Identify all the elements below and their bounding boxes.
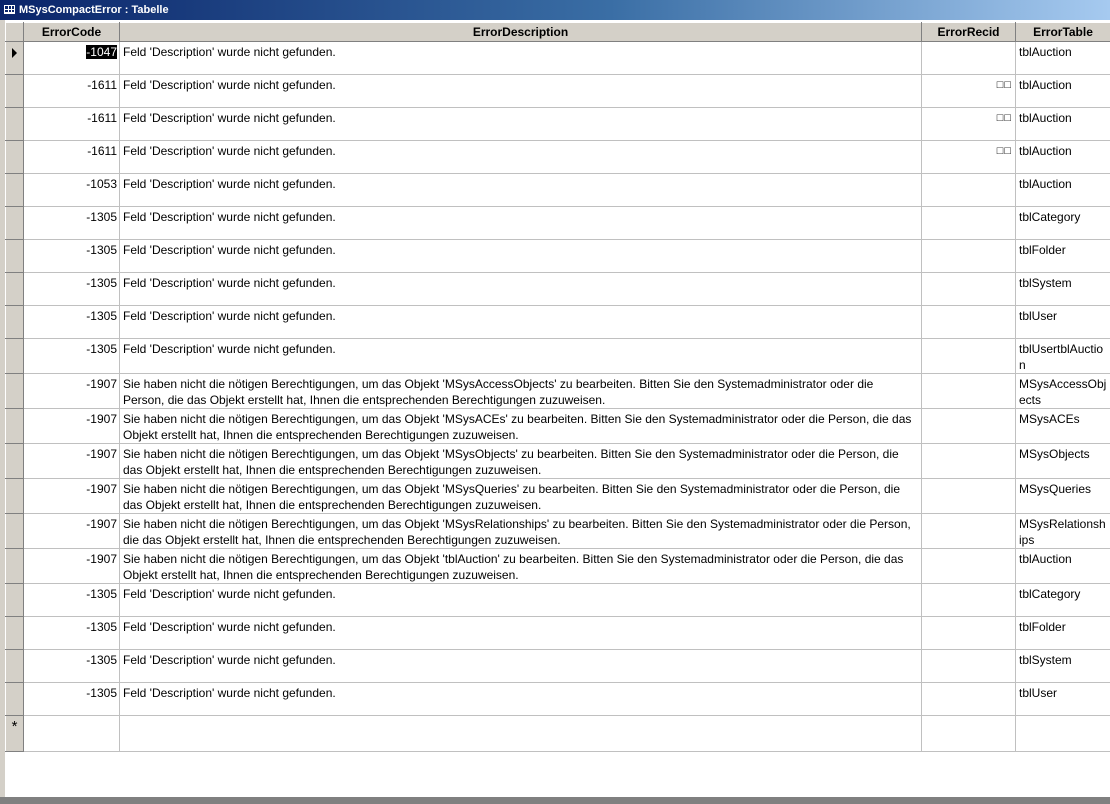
table-row[interactable] [6,549,1110,584]
window-title: MSysCompactError : Tabelle [19,4,169,16]
cell-errordescription[interactable]: Sie haben nicht die nötigen Berechtigungen, um das Objekt 'MSysAccessObjects' zu bearbeiten. Bitten Sie den Systemadministrator oder die Person, die das Objekt erstellt hat, Ihnen die entsprechenden Berechtigungen zuzuweisen. [120,374,922,409]
header-row [6,23,1110,42]
cell-errordescription[interactable]: Feld 'Description' wurde nicht gefunden. [120,617,922,650]
cell-errortable[interactable]: tblUsertblAuction [1016,339,1110,374]
table-row[interactable] [6,650,1110,683]
table-icon [4,5,15,14]
table-row[interactable] [6,75,1110,108]
record-selector[interactable] [6,207,24,240]
cell-errorcode-value: -1305 [86,342,117,356]
cell-errorrecid[interactable] [922,374,1016,409]
cell-errorrecid[interactable] [922,240,1016,273]
cell-errorrecid[interactable]: □□ [922,141,1016,174]
cell-errortable[interactable]: tblAuction [1016,174,1110,207]
table-row[interactable] [6,444,1110,479]
cell-errorcode[interactable] [24,549,120,584]
record-selector[interactable] [6,108,24,141]
cell-errordescription[interactable]: Feld 'Description' wurde nicht gefunden. [120,75,922,108]
cell-errorrecid[interactable] [922,650,1016,683]
cell-errorrecid[interactable] [922,444,1016,479]
cell-errortable[interactable]: tblAuction [1016,75,1110,108]
cell-errortable[interactable]: MSysACEs [1016,409,1110,444]
table-row[interactable] [6,240,1110,273]
column-header-errortable[interactable]: ErrorTable [1016,23,1110,42]
cell-errordescription[interactable]: Feld 'Description' wurde nicht gefunden. [120,339,922,374]
cell-errorcode[interactable] [24,650,120,683]
table-row[interactable] [6,306,1110,339]
new-cell-errorcode[interactable] [24,716,120,752]
new-record-selector[interactable] [6,716,24,752]
datasheet [5,22,1110,752]
cell-errortable[interactable]: tblAuction [1016,141,1110,174]
datasheet-body [6,42,1110,752]
cell-errortable[interactable]: MSysRelationships [1016,514,1110,549]
cell-errorrecid[interactable] [922,584,1016,617]
cell-errortable[interactable]: tblCategory [1016,584,1110,617]
cell-errorcode[interactable] [24,75,120,108]
table-row[interactable] [6,273,1110,306]
cell-errorcode[interactable] [24,617,120,650]
cell-errortable[interactable]: MSysAccessObjects [1016,374,1110,409]
cell-errorrecid[interactable] [922,306,1016,339]
cell-errorcode-value: -1611 [87,111,117,125]
cell-errordescription[interactable]: Feld 'Description' wurde nicht gefunden. [120,273,922,306]
cell-errorcode[interactable] [24,42,120,75]
cell-errorcode[interactable] [24,444,120,479]
cell-errordescription[interactable]: Feld 'Description' wurde nicht gefunden. [120,306,922,339]
table-row[interactable] [6,339,1110,374]
cell-errortable[interactable]: tblFolder [1016,240,1110,273]
cell-errorrecid[interactable] [922,479,1016,514]
cell-errordescription[interactable]: Feld 'Description' wurde nicht gefunden. [120,141,922,174]
table-row[interactable] [6,479,1110,514]
cell-errortable[interactable]: tblAuction [1016,108,1110,141]
cell-errorcode-value: -1305 [86,276,117,290]
new-cell-errortable[interactable] [1016,716,1110,752]
cell-errorcode[interactable] [24,306,120,339]
record-selector[interactable] [6,444,24,479]
cell-errorcode-value: -1907 [86,377,117,391]
cell-errorrecid[interactable] [922,273,1016,306]
cell-errorcode[interactable] [24,339,120,374]
cell-errorrecid[interactable]: □□ [922,108,1016,141]
cell-errordescription[interactable]: Sie haben nicht die nötigen Berechtigungen, um das Objekt 'tblAuction' zu bearbeiten. Bitten Sie den Systemadministrator oder die Person, die das Objekt erstellt hat, Ihnen die entsprechenden Berechtigungen zuzuweisen. [120,549,922,584]
cell-errordescription[interactable]: Sie haben nicht die nötigen Berechtigungen, um das Objekt 'MSysQueries' zu bearbeiten. Bitten Sie den Systemadministrator oder die Person, die das Objekt erstellt hat, Ihnen die entsprechenden Berechtigungen zuzuweisen. [120,479,922,514]
cell-errorcode-value: -1305 [86,653,117,667]
new-record-icon: * [11,718,18,735]
cell-errorcode[interactable] [24,273,120,306]
table-row[interactable] [6,617,1110,650]
cell-errortable[interactable]: tblFolder [1016,617,1110,650]
table-row[interactable] [6,409,1110,444]
cell-errorcode-value: -1047 [86,45,117,59]
record-selector[interactable] [6,549,24,584]
cell-errordescription[interactable]: Feld 'Description' wurde nicht gefunden. [120,584,922,617]
cell-errortable[interactable]: tblUser [1016,306,1110,339]
datasheet-table [5,22,1110,752]
record-selector[interactable] [6,42,24,75]
cell-errorrecid[interactable] [922,339,1016,374]
column-header-errordescription[interactable]: ErrorDescription [120,23,922,42]
table-row[interactable] [6,683,1110,716]
record-selector[interactable] [6,273,24,306]
cell-errorcode[interactable] [24,514,120,549]
cell-errortable[interactable]: tblAuction [1016,549,1110,584]
cell-errorcode-value: -1611 [87,78,117,92]
cell-errordescription[interactable]: Feld 'Description' wurde nicht gefunden. [120,240,922,273]
record-selector[interactable] [6,409,24,444]
bottom-border [0,797,1110,804]
cell-errorcode[interactable] [24,207,120,240]
cell-errorrecid[interactable] [922,409,1016,444]
record-selector[interactable] [6,650,24,683]
cell-errorcode[interactable] [24,141,120,174]
table-row[interactable] [6,207,1110,240]
table-row[interactable] [6,42,1110,75]
record-selector[interactable] [6,306,24,339]
table-row[interactable] [6,174,1110,207]
current-record-arrow-icon [12,48,17,58]
cell-errortable[interactable]: tblSystem [1016,273,1110,306]
cell-errortable[interactable]: tblUser [1016,683,1110,716]
cell-errordescription[interactable]: Feld 'Description' wurde nicht gefunden. [120,650,922,683]
table-row[interactable] [6,108,1110,141]
column-header-errorcode[interactable]: ErrorCode [24,23,120,42]
cell-errorcode-value: -1305 [86,309,117,323]
cell-errorcode[interactable] [24,409,120,444]
cell-errorcode-value: -1305 [86,587,117,601]
cell-errorcode[interactable] [24,479,120,514]
cell-errortable[interactable]: tblCategory [1016,207,1110,240]
cell-errorrecid[interactable] [922,514,1016,549]
cell-errorcode[interactable] [24,174,120,207]
column-header-errorrecid[interactable]: ErrorRecid [922,23,1016,42]
cell-errorcode-value: -1305 [86,686,117,700]
cell-errortable[interactable]: MSysQueries [1016,479,1110,514]
new-cell-errordescription[interactable] [120,716,922,752]
table-row[interactable] [6,514,1110,549]
cell-errordescription[interactable]: Feld 'Description' wurde nicht gefunden. [120,207,922,240]
cell-errorcode-value: -1907 [86,447,117,461]
cell-errorcode-value: -1305 [86,210,117,224]
select-all-corner[interactable] [6,23,24,42]
record-selector[interactable] [6,617,24,650]
record-selector[interactable] [6,584,24,617]
record-selector[interactable] [6,514,24,549]
cell-errorcode-value: -1907 [86,517,117,531]
cell-errorcode-value: -1053 [86,177,117,191]
cell-errorcode[interactable] [24,683,120,716]
cell-errorcode[interactable] [24,240,120,273]
record-selector[interactable] [6,374,24,409]
cell-errorcode-value: -1907 [86,412,117,426]
record-selector[interactable] [6,479,24,514]
new-cell-errorrecid[interactable] [922,716,1016,752]
record-selector[interactable] [6,141,24,174]
cell-errorrecid[interactable] [922,617,1016,650]
cell-errorrecid[interactable] [922,174,1016,207]
record-selector[interactable] [6,240,24,273]
record-selector[interactable] [6,339,24,374]
cell-errortable[interactable]: MSysObjects [1016,444,1110,479]
table-row[interactable] [6,584,1110,617]
cell-errordescription[interactable]: Feld 'Description' wurde nicht gefunden. [120,42,922,75]
cell-errorrecid[interactable] [922,42,1016,75]
cell-errordescription[interactable]: Feld 'Description' wurde nicht gefunden. [120,108,922,141]
cell-errordescription[interactable]: Sie haben nicht die nötigen Berechtigungen, um das Objekt 'MSysACEs' zu bearbeiten. Bitten Sie den Systemadministrator oder die Person, die das Objekt erstellt hat, Ihnen die entsprechenden Berechtigungen zuzuweisen. [120,409,922,444]
cell-errorrecid[interactable] [922,549,1016,584]
cell-errorcode[interactable] [24,374,120,409]
cell-errordescription[interactable]: Feld 'Description' wurde nicht gefunden. [120,683,922,716]
new-record-row[interactable] [6,716,1110,752]
window-titlebar[interactable] [0,0,1110,20]
cell-errorcode-value: -1611 [87,144,117,158]
table-row[interactable] [6,374,1110,409]
cell-errordescription[interactable]: Sie haben nicht die nötigen Berechtigungen, um das Objekt 'MSysRelationships' zu bearbeiten. Bitten Sie den Systemadministrator oder die Person, die das Objekt erstellt hat, Ihnen die entsprechenden Berechtigungen zuzuweisen. [120,514,922,549]
cell-errorrecid[interactable] [922,207,1016,240]
record-selector[interactable] [6,174,24,207]
cell-errortable[interactable]: tblAuction [1016,42,1110,75]
record-selector[interactable] [6,75,24,108]
table-row[interactable] [6,141,1110,174]
cell-errordescription[interactable]: Sie haben nicht die nötigen Berechtigungen, um das Objekt 'MSysObjects' zu bearbeiten. Bitten Sie den Systemadministrator oder die Person, die das Objekt erstellt hat, Ihnen die entsprechenden Berechtigungen zuzuweisen. [120,444,922,479]
cell-errorcode-value: -1305 [86,620,117,634]
cell-errorrecid[interactable]: □□ [922,75,1016,108]
cell-errorcode[interactable] [24,584,120,617]
cell-errorrecid[interactable] [922,683,1016,716]
record-selector[interactable] [6,683,24,716]
cell-errordescription[interactable]: Feld 'Description' wurde nicht gefunden. [120,174,922,207]
cell-errorcode-value: -1907 [86,552,117,566]
cell-errorcode-value: -1305 [86,243,117,257]
cell-errortable[interactable]: tblSystem [1016,650,1110,683]
cell-errorcode-value: -1907 [86,482,117,496]
cell-errorcode[interactable] [24,108,120,141]
